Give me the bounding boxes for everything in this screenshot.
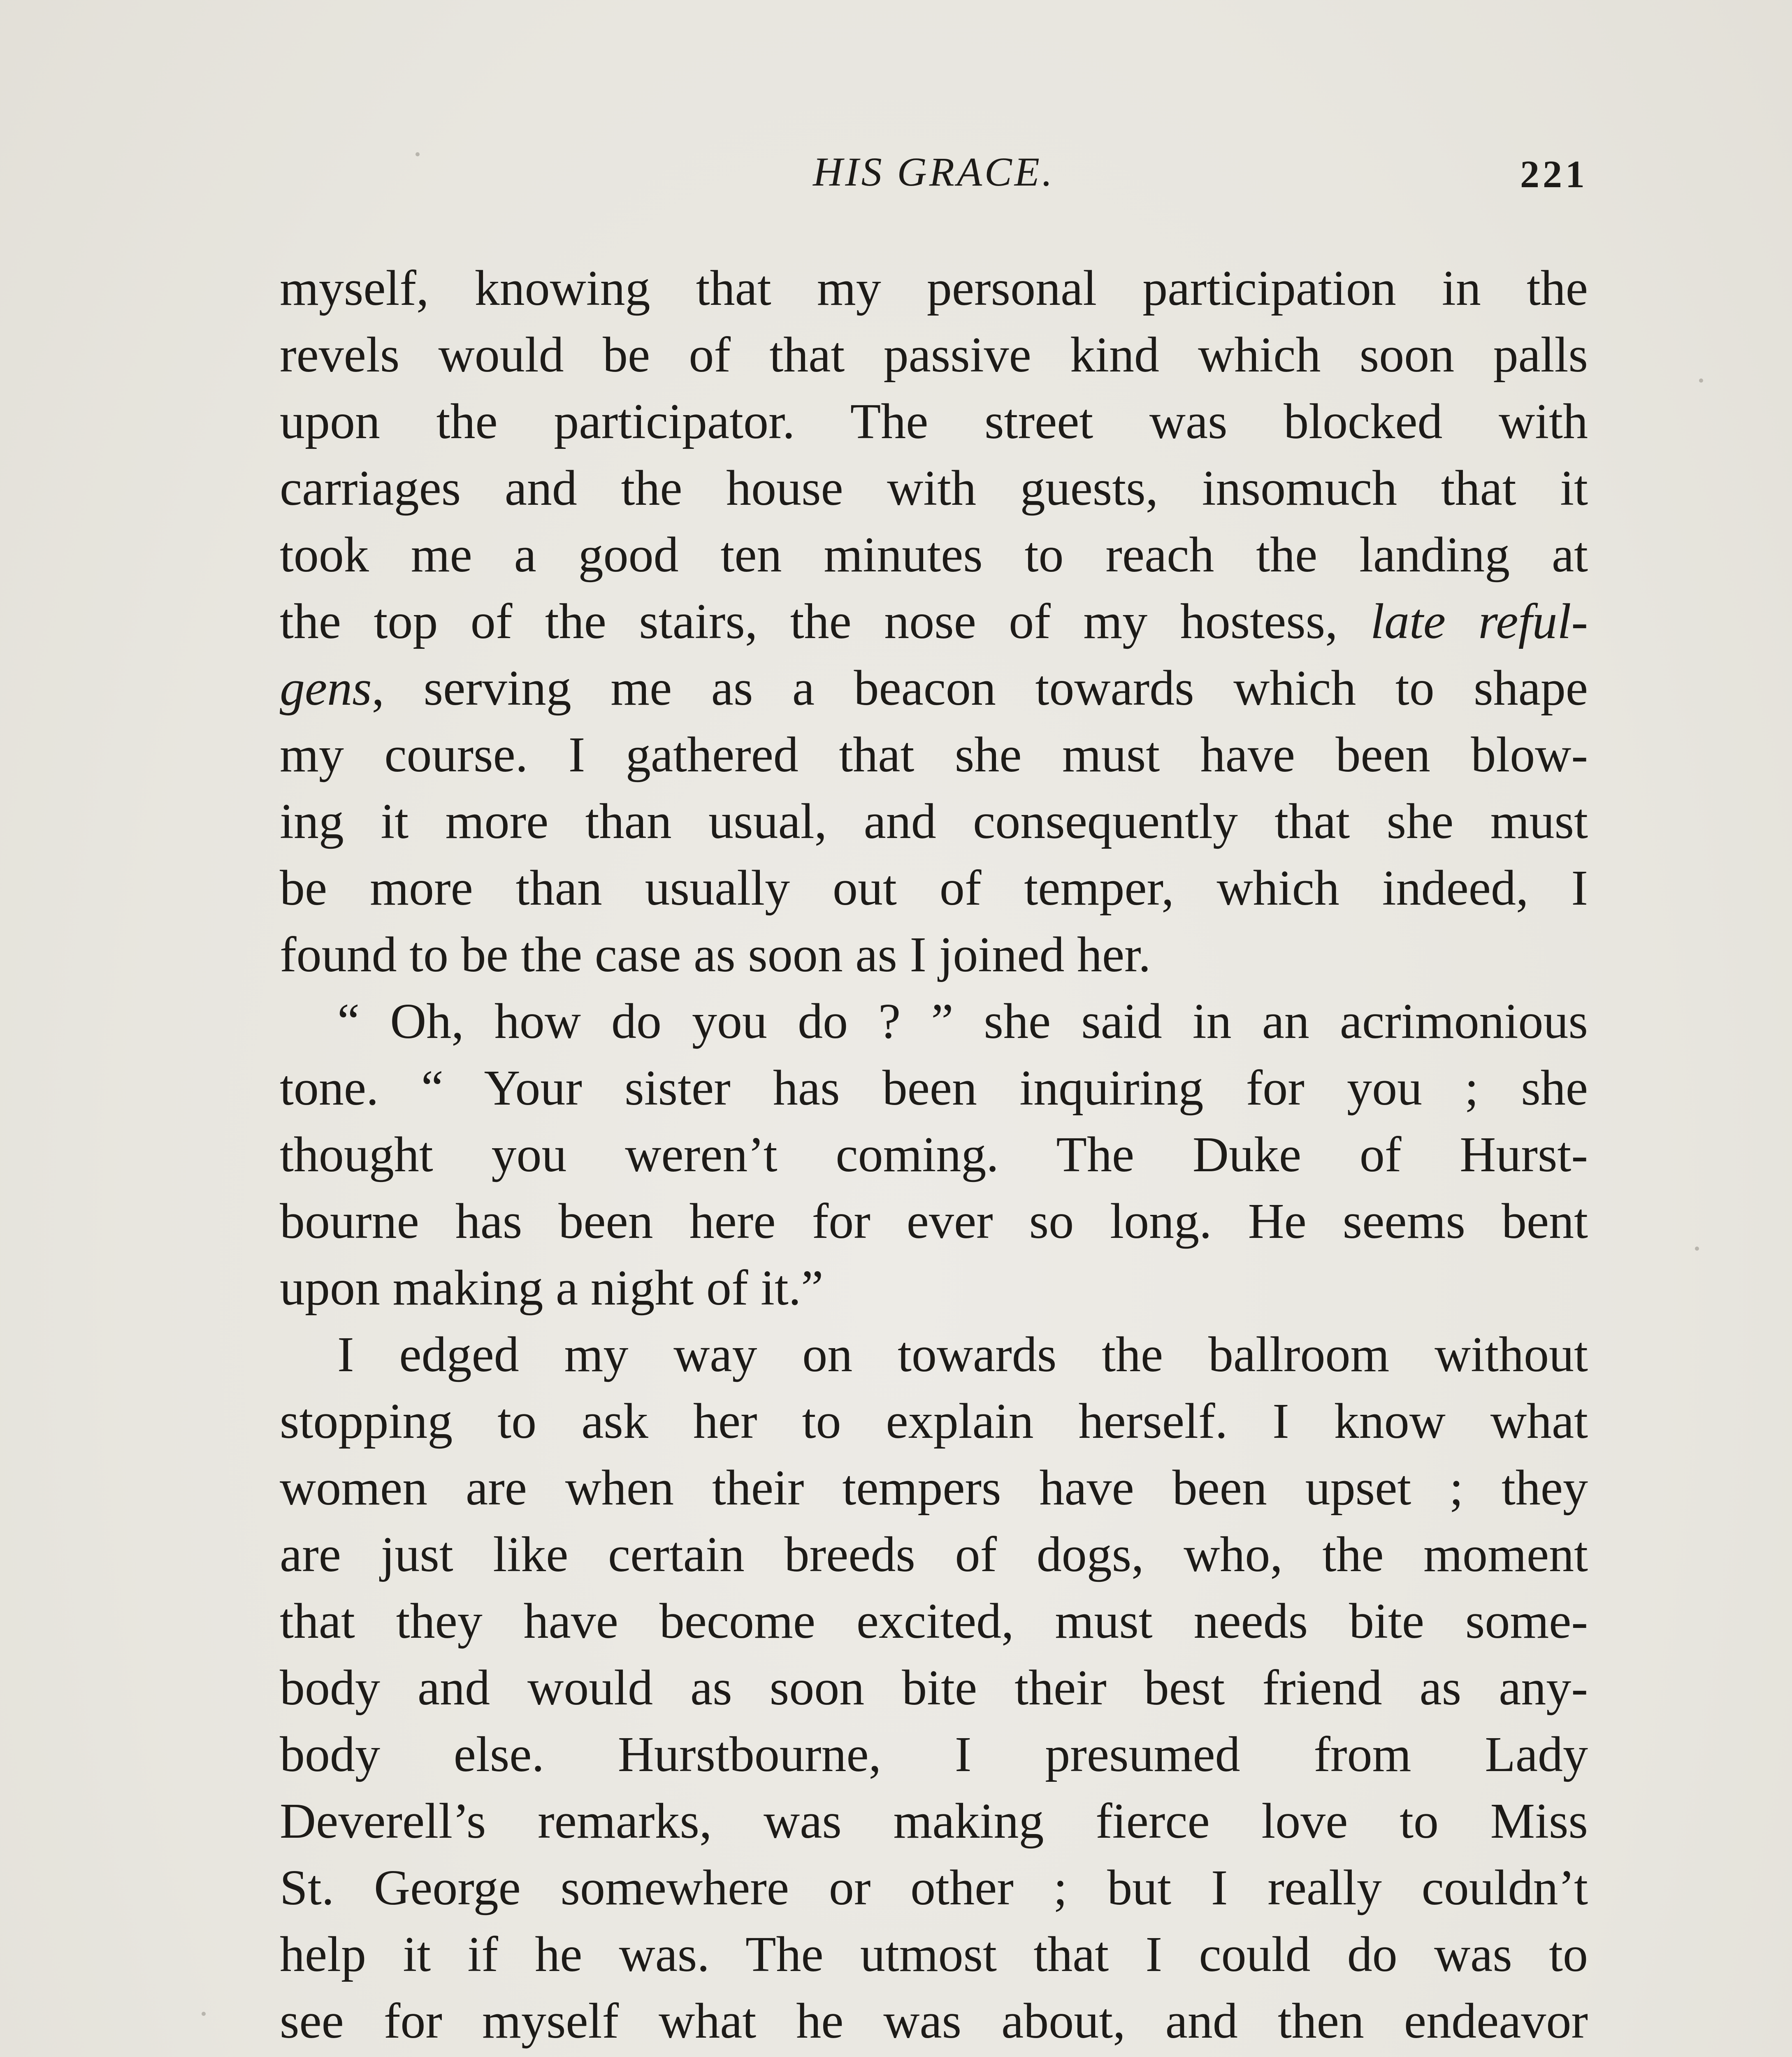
text-line: body and would as soon bite their best friend as any- [280,1660,1588,1716]
running-title: HIS GRACE. [813,149,1055,195]
text-line: took me a good ten minutes to reach the landing at [280,527,1588,583]
text-line: “ Oh, how do you do ? ” she said in an acrimonious [337,994,1588,1049]
text-line: be more than usually out of temper, which indeed, I [280,860,1588,916]
text-line: thought you weren’t coming. The Duke of Hurst- [280,1127,1588,1182]
text-line: found to be the case as soon as I joined her. [280,927,1151,982]
text-line: women are when their tempers have been upset ; they [280,1460,1588,1516]
text-line: I edged my way on towards the ballroom without [337,1327,1588,1382]
text-line: see for myself what he was about, and then endeavor [280,1993,1588,2049]
text-line: revels would be of that passive kind which soon palls [280,327,1588,383]
italic-phrase: gens [280,660,372,716]
text-line: tone. “ Your sister has been inquiring for you ; she [280,1060,1588,1116]
text-line: the top of the stairs, the nose of my hostess, late reful- [280,594,1588,649]
body-text [280,255,1588,2057]
text-line: myself, knowing that my personal participation in the [280,260,1588,316]
text-line: help it if he was. The utmost that I could do was to [280,1927,1588,1982]
text-line: ing it more than usual, and consequently that she must [280,794,1588,849]
text-line: upon making a night of it.” [280,1260,824,1316]
text-line: carriages and the house with guests, insomuch that it [280,460,1588,516]
text-line: Deverell’s remarks, was making fierce love to Miss [280,1793,1588,1849]
italic-phrase: late reful- [1370,594,1588,649]
paper-speck [202,2012,206,2016]
text-line: are just like certain breeds of dogs, who, the moment [280,1527,1588,1582]
text-line: my course. I gathered that she must have been blow- [280,727,1588,782]
running-head [280,148,1588,206]
paper-speck [1699,378,1703,383]
text-line: St. George somewhere or other ; but I really couldn’t [280,1860,1588,1915]
paper-speck [1695,1247,1699,1251]
paper-speck [416,152,420,156]
text-line: body else. Hurstbourne, I presumed from Lady [280,1727,1588,1782]
text-line: gens, serving me as a beacon towards which to shape [280,660,1588,716]
text-line [280,2055,1588,2057]
text-line: stopping to ask her to explain herself. I know what [280,1393,1588,1449]
text-line: upon the participator. The street was blocked with [280,394,1588,449]
text-line: that they have become excited, must needs bite some- [280,1593,1588,1649]
page-number: 221 [1520,153,1588,196]
text-line: bourne has been here for ever so long. He seems bent [280,1193,1588,1249]
